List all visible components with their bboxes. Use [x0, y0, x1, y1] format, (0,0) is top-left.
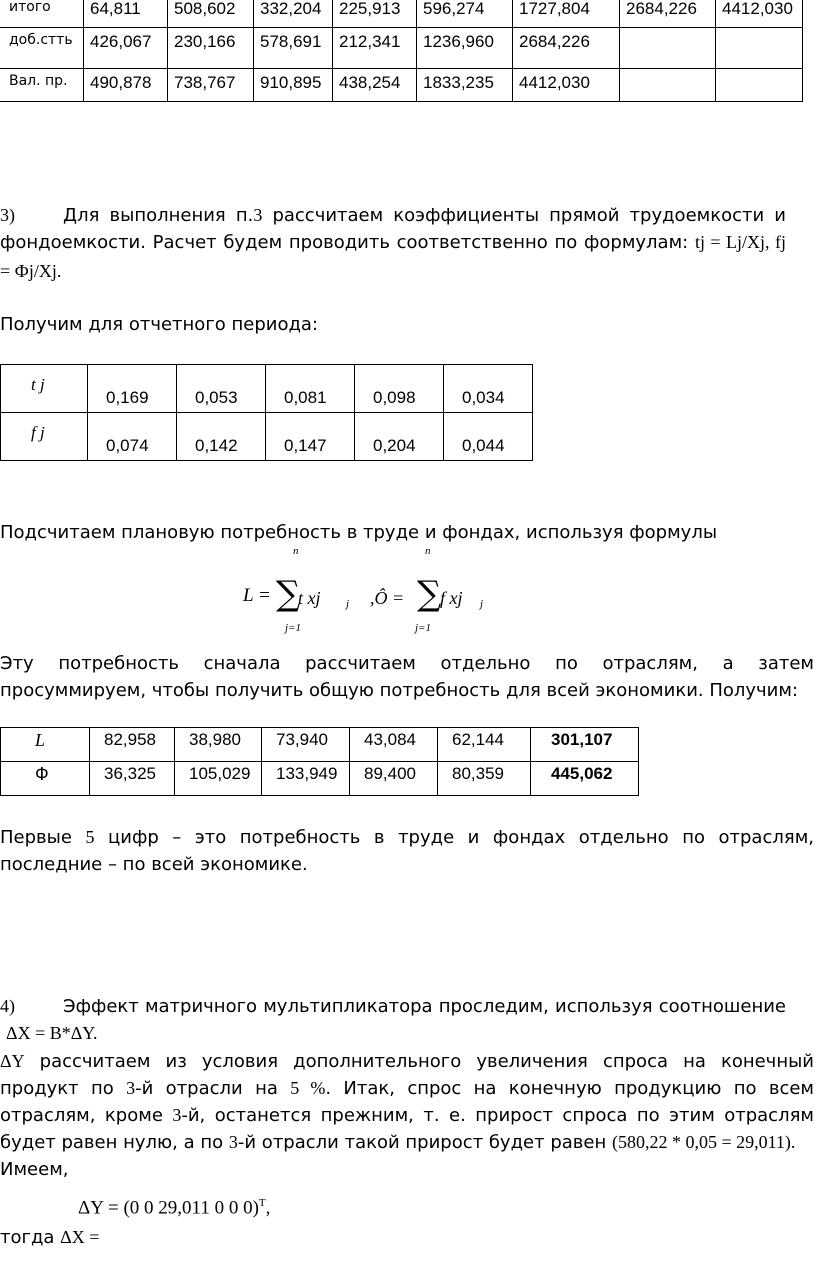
table-cell: 0,081: [266, 365, 355, 413]
row-label-t: t j: [1, 365, 88, 413]
table-cell: 0,142: [177, 413, 266, 461]
formula-term: t xj: [298, 588, 321, 608]
formula-L: L =: [243, 585, 271, 606]
table-cell: 230,166: [168, 28, 254, 69]
section-number: 3): [0, 205, 15, 225]
plan-intro: Подсчитаем плановую потребность в труде и фондах, используя формулы: [0, 522, 718, 543]
table-cell: [716, 28, 803, 69]
text: 5 %: [290, 1078, 326, 1098]
table-cell: 910,895: [254, 69, 333, 102]
text: ΔY = (0 0 29,011 0 0 0): [78, 1197, 259, 1219]
text: -й отрасли на: [135, 1078, 291, 1099]
formula-fj: = Фj/Xj.: [0, 261, 62, 281]
text: 3: [228, 1132, 238, 1152]
table-cell: 0,204: [355, 413, 444, 461]
then-line: [0, 1224, 99, 1251]
table-cell: 1727,804: [513, 0, 620, 28]
table-row: [1, 762, 639, 796]
requirements-table: [0, 727, 639, 796]
table-cell: 426,067: [84, 28, 168, 69]
formula-term: f xj: [440, 588, 463, 608]
paragraph-sum: Эту потребность сначала рассчитаем отдельно по отраслям, а затем просуммируем, чтобы получить общую потребность для всей экономики. Получим:: [0, 653, 814, 701]
table-cell: 332,204: [254, 0, 333, 28]
sum-symbol: ∑: [417, 574, 442, 614]
table-cell: 36,325: [90, 762, 175, 796]
text: . Итак, спрос на конечную продукцию по всем отраслям, кроме: [0, 1078, 814, 1126]
text: (580,22 * 0,05 = 29,011).: [611, 1132, 796, 1152]
total-cell: 445,062: [531, 762, 639, 796]
table-cell: [620, 69, 716, 102]
table-cell: 4412,030: [513, 69, 620, 102]
table-row: [0, 28, 803, 69]
sum-upper-limit: n: [293, 545, 299, 557]
row-label: Вал. пр.: [0, 69, 84, 102]
text: -й отрасли такой прирост будет равен: [237, 1132, 612, 1153]
table-cell: 0,053: [177, 365, 266, 413]
sum-symbol: ∑: [276, 574, 301, 614]
text: 5: [85, 827, 95, 847]
table-cell: 73,940: [262, 728, 350, 762]
table-cell: 0,098: [355, 365, 444, 413]
sum-upper-limit: n: [425, 545, 431, 557]
formula-subscript: j: [480, 598, 484, 610]
table-cell: 0,074: [88, 413, 177, 461]
section-4-line-1: [0, 993, 786, 1020]
table-cell: 80,359: [438, 762, 531, 796]
text: рассчитаем коэффициенты прямой трудоемкости и фондоемкости. Расчет будем проводить соответственно по формулам:: [0, 205, 786, 253]
table-cell: [620, 28, 716, 69]
row-label: доб.стть: [0, 28, 84, 69]
table-cell: 212,341: [333, 28, 417, 69]
table-cell: 490,878: [84, 69, 168, 102]
table-cell: 89,400: [350, 762, 438, 796]
formula-coefficients: tj = Lj/Xj, fj: [694, 232, 786, 252]
table-cell: 4412,030: [716, 0, 803, 28]
total-cell: 301,107: [531, 728, 639, 762]
section-3-line-1: [0, 202, 786, 256]
text: Первые: [0, 827, 86, 848]
table-cell: 0,034: [444, 365, 533, 413]
have-label: Имеем,: [0, 1159, 69, 1180]
table-cell: 0,044: [444, 413, 533, 461]
table-cell: 578,691: [254, 28, 333, 69]
table-cell: 105,029: [175, 762, 262, 796]
table-cell: 82,958: [90, 728, 175, 762]
delta-y-vector: [78, 1190, 270, 1221]
formula-F: ,Ô =: [370, 588, 405, 608]
text: тогда: [0, 1227, 61, 1248]
coefficients-table: [0, 364, 533, 461]
paragraph-first-five: [0, 824, 814, 878]
row-label-f: f j: [1, 413, 88, 461]
table-cell: 0,169: [88, 365, 177, 413]
report-period-intro: Получим для отчетного периода:: [0, 314, 319, 335]
text: 3: [172, 1105, 182, 1125]
table-row: [1, 365, 533, 413]
row-label: итого: [0, 0, 84, 28]
text: цифр – это потребность в труде и фондах отдельно по отраслям, последние – по всей экономике.: [0, 827, 814, 875]
text: T: [258, 1197, 266, 1209]
table-cell: 2684,226: [620, 0, 716, 28]
balance-table-top: [0, 0, 803, 102]
sum-lower-limit: j=1: [285, 622, 301, 634]
text: ,: [265, 1197, 271, 1219]
table-row: [0, 0, 803, 28]
paragraph-delta-y: [0, 1048, 814, 1156]
table-cell: 438,254: [333, 69, 417, 102]
text: Для выполнения п.: [63, 205, 254, 226]
table-cell: 43,084: [350, 728, 438, 762]
text: Эффект матричного мультипликатора проследим, используя соотношение: [63, 996, 786, 1017]
table-cell: 1833,235: [417, 69, 513, 102]
text: 3: [253, 205, 263, 225]
table-row: [0, 69, 803, 102]
table-cell: 133,949: [262, 762, 350, 796]
table-cell: 225,913: [333, 0, 417, 28]
table-cell: 596,274: [417, 0, 513, 28]
formula-subscript: j: [346, 598, 350, 610]
table-row: [1, 728, 639, 762]
text: рассчитаем из условия дополнительного увеличения спроса на конечный продукт по: [0, 1051, 814, 1099]
formula-multiplier: ΔX = B*ΔY.: [6, 1023, 98, 1043]
table-cell: 1236,960: [417, 28, 513, 69]
table-cell: 508,602: [168, 0, 254, 28]
row-label-F: Ф: [1, 762, 90, 796]
table-cell: 38,980: [175, 728, 262, 762]
table-cell: 64,811: [84, 0, 168, 28]
text: 3: [126, 1078, 136, 1098]
table-cell: 2684,226: [513, 28, 620, 69]
text: -й, останется прежним, т. е. прирост спроса по этим отраслям будет равен нулю, а по: [0, 1105, 814, 1153]
text: ΔY: [0, 1051, 25, 1071]
table-cell: 0,147: [266, 413, 355, 461]
table-cell: 62,144: [438, 728, 531, 762]
row-label-L: L: [1, 728, 90, 762]
section-number: 4): [0, 996, 15, 1016]
table-cell: 738,767: [168, 69, 254, 102]
table-cell: [716, 69, 803, 102]
text: ΔX =: [60, 1227, 100, 1247]
table-row: [1, 413, 533, 461]
sum-lower-limit: j=1: [415, 622, 431, 634]
